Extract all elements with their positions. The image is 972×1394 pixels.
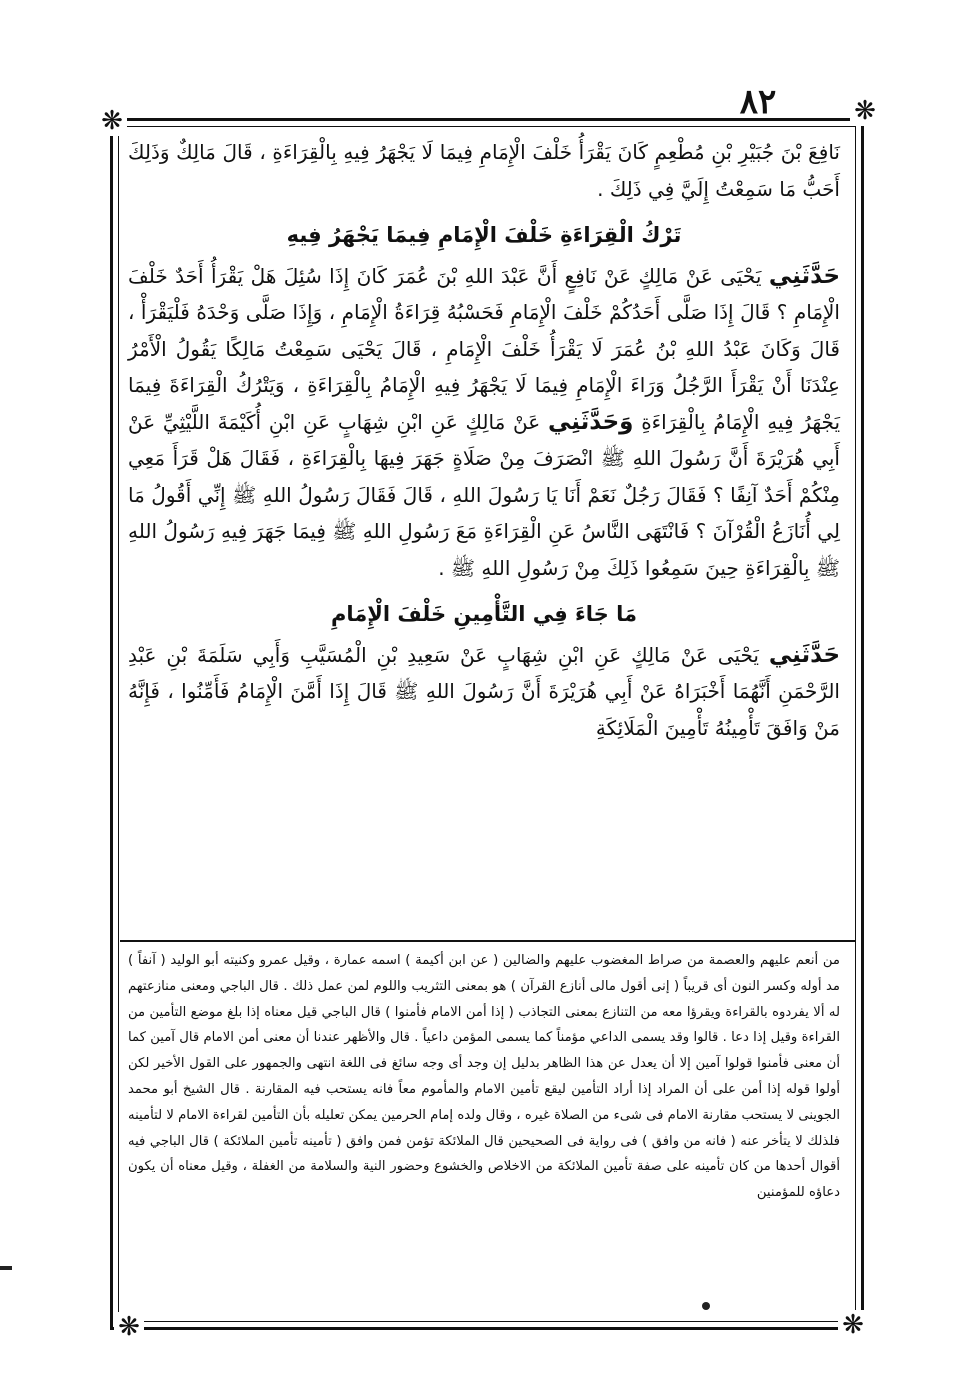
scan-edge-mark — [0, 1266, 12, 1270]
footnote-divider — [120, 940, 855, 942]
footnote-paragraph: من أنعم عليهم والعصمة من صراط المغضوب عليهم والضالين ( عن ابن أكيمة ) اسمه عمارة ، وقيل عمرو وكنيته أبو الوليد ( آنفاً ) مد أوله وكسر النون أى قريباً ( إنى أقول مالى أنازع القرآن ) هو بمعنى التثريب واللوم لمن عمل ذلك . قال الباجي ومعنى منازعتهم له ألا يفردوه بالقراءة ويقرؤا معه من التنازع بمعنى التجاذب ( إذا أمن الامام فأمنوا ) قال الباجي قيل معناه إذا بلغ موضع التأمين من القراءة وقيل إذا دعا . قالوا وقد يسمى الداعي مؤمناً كما يسمى المؤمن داعياً . قال والأظهر عندنا أن معنى أمن الامام قال آمين كما أن معنى فأمنوا قولوا آمين إلا أن يعدل عن هذا الظاهر بدليل إن وجد أى وجه سائغ فى اللغة انتهى والجمهور على القول الأخير لكن أولوا قوله إذا أمن على أن المراد إذا أراد التأمين ليقع تأمين الامام والمأموم معاً فانه يستحب فيه المقارنة . قال الشيخ أبو محمد الجوينى لا يستحب مقارنة الامام فى شىء من الصلاة غيره ، وقال ولده إمام الحرمين يمكن تعليله بأن التأمين لقراءة الامام لا لتأمينه فلذلك لا يتأخر عنه ( فانه من وافق ) فى رواية فى الصحيحين قال الملائكة تؤمن فمن وافق ( تأمينه تأمين الملائكة ) قال الباجي فيه أقوال أحدها من كان تأمينه على صفة تأمين الملائكة من الاخلاص والخشوع وحضور النية والسلامة من الغفلة ، وقيل معناه أن يكون دعاؤه للمؤمنين — [128, 953, 840, 1201]
main-text — [128, 134, 840, 934]
paragraph-text: يَحْيَى عَنْ مَالِكٍ عَنْ نَافِعٍ أَنَّ عَبْدَ اللهِ بْنَ عُمَرَ كَانَ إِذَا سُئِلَ هَلْ يَقْرَأُ أَحَدٌ خَلْفَ الْإِمَامِ ؟ قَالَ إِذَا صَلَّى أَحَدُكُمْ خَلْفَ الْإِمَامِ فَحَسْبُهُ قِرَاءَةُ الْإِمَامِ ، وَإِذَا صَلَّى وَحْدَهُ فَلْيَقْرَأْ ، قَالَ وَكَانَ عَبْدُ اللهِ بْنُ عُمَرَ لَا يَقْرَأُ خَلْفَ الْإِمَامِ ، قَالَ يَحْيَى سَمِعْتُ مَالِكًا يَقُولُ الْأَمْرُ عِنْدَنَا أَنْ يَقْرَأَ الرَّجُلُ وَرَاءَ الْإِمَامِ فِيمَا لَا يَجْهَرُ فِيهِ الْإِمَامُ بِالْقِرَاءَةِ ، وَيَتْرُكُ الْقِرَاءَةَ فِيمَا يَجْهَرُ فِيهِ الْإِمَامُ بِالْقِرَاءَةِ — [128, 263, 841, 434]
haddathani-keyword: حَدَّثَنِي — [768, 641, 841, 668]
paragraph — [128, 258, 840, 587]
haddathani-keyword: وَحَدَّثَنِي — [547, 408, 634, 435]
haddathani-keyword: حَدَّثَنِي — [768, 262, 841, 289]
footnotes — [128, 948, 840, 1308]
paragraph: نَافِعَ بْنَ جُبَيْرِ بْنِ مُطْعِمٍ كَانَ يَقْرَأُ خَلْفَ الْإِمَامِ فِيمَا لَا يَجْهَرُ فِيهِ بِالْقِرَاءَةِ ، قَالَ مَالِكٌ وَذَلِكَ أَحَبُّ مَا سَمِعْتُ إِلَيَّ فِي ذَلِكَ . — [128, 140, 840, 201]
paragraph-text: يَحْيَى عَنْ مَالِكٍ عَنِ ابْنِ شِهَابٍ عَنْ سَعِيدِ بْنِ الْمُسَيَّبِ وَأَبِي سَلَمَةَ بْنِ عَبْدِ الرَّحْمَنِ أَنَّهُمَا أَخْبَرَاهُ عَنْ أَبِي هُرَيْرَةَ أَنَّ رَسُولَ اللهِ ﷺ قَالَ إِذَا أَمَّنَ الْإِمَامُ فَأَمِّنُوا ، فَإِنَّهُ مَنْ وَافَقَ تَأْمِينُهُ تَأْمِينَ الْمَلَائِكَةِ — [128, 642, 840, 740]
flower-ornament-icon: ❋ — [850, 96, 880, 126]
flower-ornament-icon: ❋ — [114, 1312, 144, 1342]
section-heading: تَرْكُ الْقِرَاءَةِ خَلْفَ الْإِمَامِ فِيمَا يَجْهَرُ فِيهِ — [286, 223, 682, 247]
paragraph — [128, 637, 840, 747]
flower-ornament-icon: ❋ — [838, 1310, 868, 1340]
flower-ornament-icon: ❋ — [97, 106, 127, 136]
paragraph-text: عَنْ مَالِكٍ عَنِ ابْنِ شِهَابٍ عَنِ ابْنِ أُكَيْمَةَ اللَّيْثِيِّ عَنْ أَبِي هُرَيْرَةَ أَنَّ رَسُولَ اللهِ ﷺ انْصَرَفَ مِنْ صَلَاةٍ جَهَرَ فِيهَا بِالْقِرَاءَةِ ، فَقَالَ هَلْ قَرَأَ مَعِي مِنْكُمْ أَحَدٌ آنِفًا ؟ فَقَالَ رَجُلٌ نَعَمْ أَنَا يَا رَسُولَ اللهِ ، قَالَ فَقَالَ رَسُولُ اللهِ ﷺ إِنِّي أَقُولُ مَا لِي أُنَازَعُ الْقُرْآنَ ؟ فَانْتَهَى النَّاسُ عَنِ الْقِرَاءَةِ مَعَ رَسُولِ اللهِ ﷺ فِيمَا جَهَرَ فِيهِ رَسُولُ اللهِ ﷺ بِالْقِرَاءَةِ حِينَ سَمِعُوا ذَلِكَ مِنْ رَسُولِ اللهِ ﷺ . — [128, 409, 840, 580]
page-number: ٨٢ — [739, 82, 777, 122]
section-heading: مَا جَاءَ فِي التَّأْمِينِ خَلْفَ الْإِمَامِ — [330, 602, 638, 626]
ink-dot — [702, 1302, 710, 1310]
